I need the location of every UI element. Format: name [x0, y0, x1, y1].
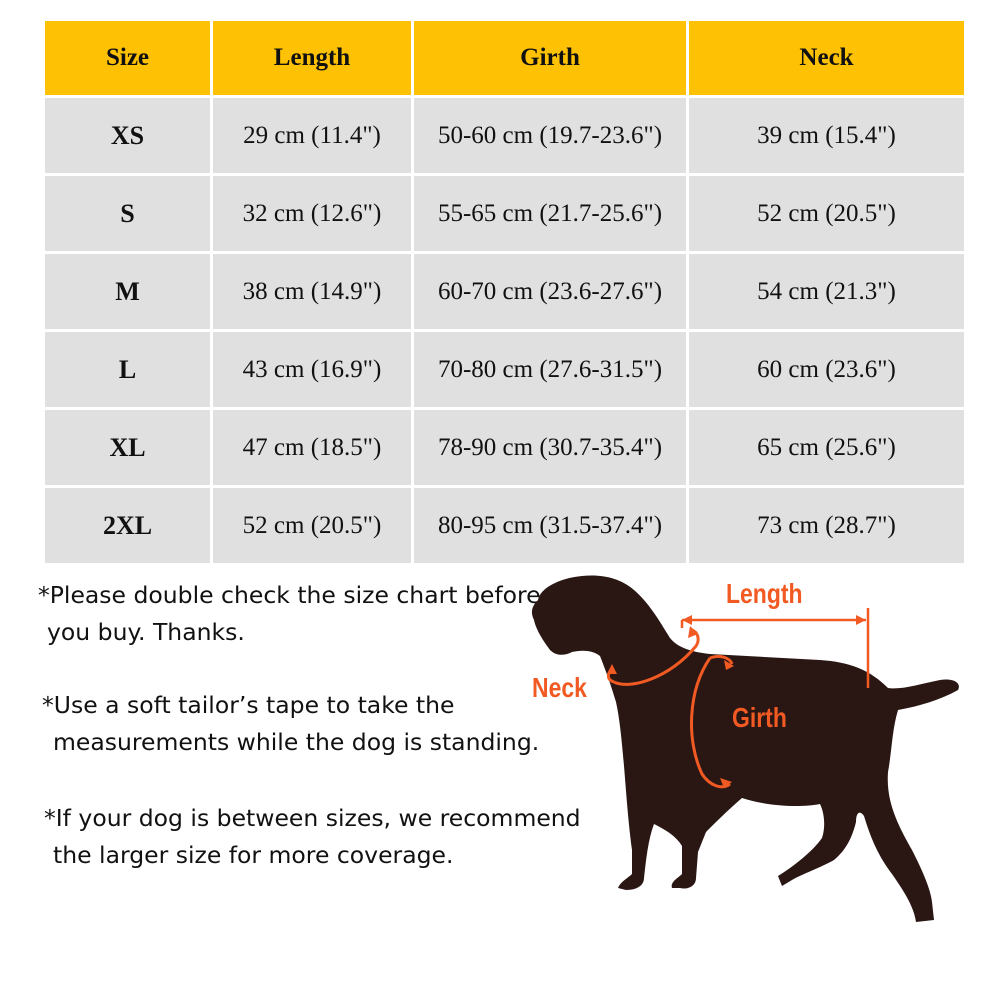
- girth-cell: 50-60 cm (19.7-23.6"): [414, 98, 686, 173]
- girth-label: Girth: [732, 702, 787, 733]
- length-label: Length: [726, 578, 803, 609]
- neck-cell: 39 cm (15.4"): [689, 98, 964, 173]
- table-row: [45, 410, 964, 485]
- neck-cell: 52 cm (20.5"): [689, 176, 964, 251]
- length-cell: 38 cm (14.9"): [213, 254, 411, 329]
- girth-cell: 55-65 cm (21.7-25.6"): [414, 176, 686, 251]
- size-cell: 2XL: [45, 488, 210, 563]
- length-cell: 43 cm (16.9"): [213, 332, 411, 407]
- table-row: [45, 176, 964, 251]
- note-line: the larger size for more coverage.: [53, 841, 454, 869]
- neck-cell: 65 cm (25.6"): [689, 410, 964, 485]
- table-row: [45, 488, 964, 563]
- neck-cell: 60 cm (23.6"): [689, 332, 964, 407]
- table-header-row: [45, 21, 964, 95]
- size-cell: XS: [45, 98, 210, 173]
- girth-cell: 70-80 cm (27.6-31.5"): [414, 332, 686, 407]
- note-tailor-tape: [42, 687, 539, 761]
- note-between-sizes: [44, 800, 581, 874]
- note-line: measurements while the dog is standing.: [53, 728, 540, 756]
- length-cell: 32 cm (12.6"): [213, 176, 411, 251]
- header-girth: Girth: [414, 21, 686, 95]
- size-cell: S: [45, 176, 210, 251]
- dog-measurement-diagram: [520, 560, 980, 940]
- header-neck: Neck: [689, 21, 964, 95]
- note-line: *Use a soft tailor’s tape to take the: [42, 691, 455, 719]
- note-line: you buy. Thanks.: [47, 618, 245, 646]
- table-row: [45, 254, 964, 329]
- table-row: [45, 98, 964, 173]
- header-length: Length: [213, 21, 411, 95]
- header-size: Size: [45, 21, 210, 95]
- neck-cell: 73 cm (28.7"): [689, 488, 964, 563]
- length-cell: 47 cm (18.5"): [213, 410, 411, 485]
- size-cell: XL: [45, 410, 210, 485]
- length-cell: 52 cm (20.5"): [213, 488, 411, 563]
- girth-cell: 60-70 cm (23.6-27.6"): [414, 254, 686, 329]
- table-row: [45, 332, 964, 407]
- size-cell: L: [45, 332, 210, 407]
- girth-cell: 78-90 cm (30.7-35.4"): [414, 410, 686, 485]
- neck-cell: 54 cm (21.3"): [689, 254, 964, 329]
- note-line: *Please double check the size chart before: [38, 581, 541, 609]
- size-chart-table: [42, 18, 967, 566]
- length-cell: 29 cm (11.4"): [213, 98, 411, 173]
- neck-label: Neck: [532, 672, 587, 703]
- note-double-check: [38, 577, 541, 651]
- note-line: *If your dog is between sizes, we recommend: [44, 804, 581, 832]
- size-cell: M: [45, 254, 210, 329]
- girth-cell: 80-95 cm (31.5-37.4"): [414, 488, 686, 563]
